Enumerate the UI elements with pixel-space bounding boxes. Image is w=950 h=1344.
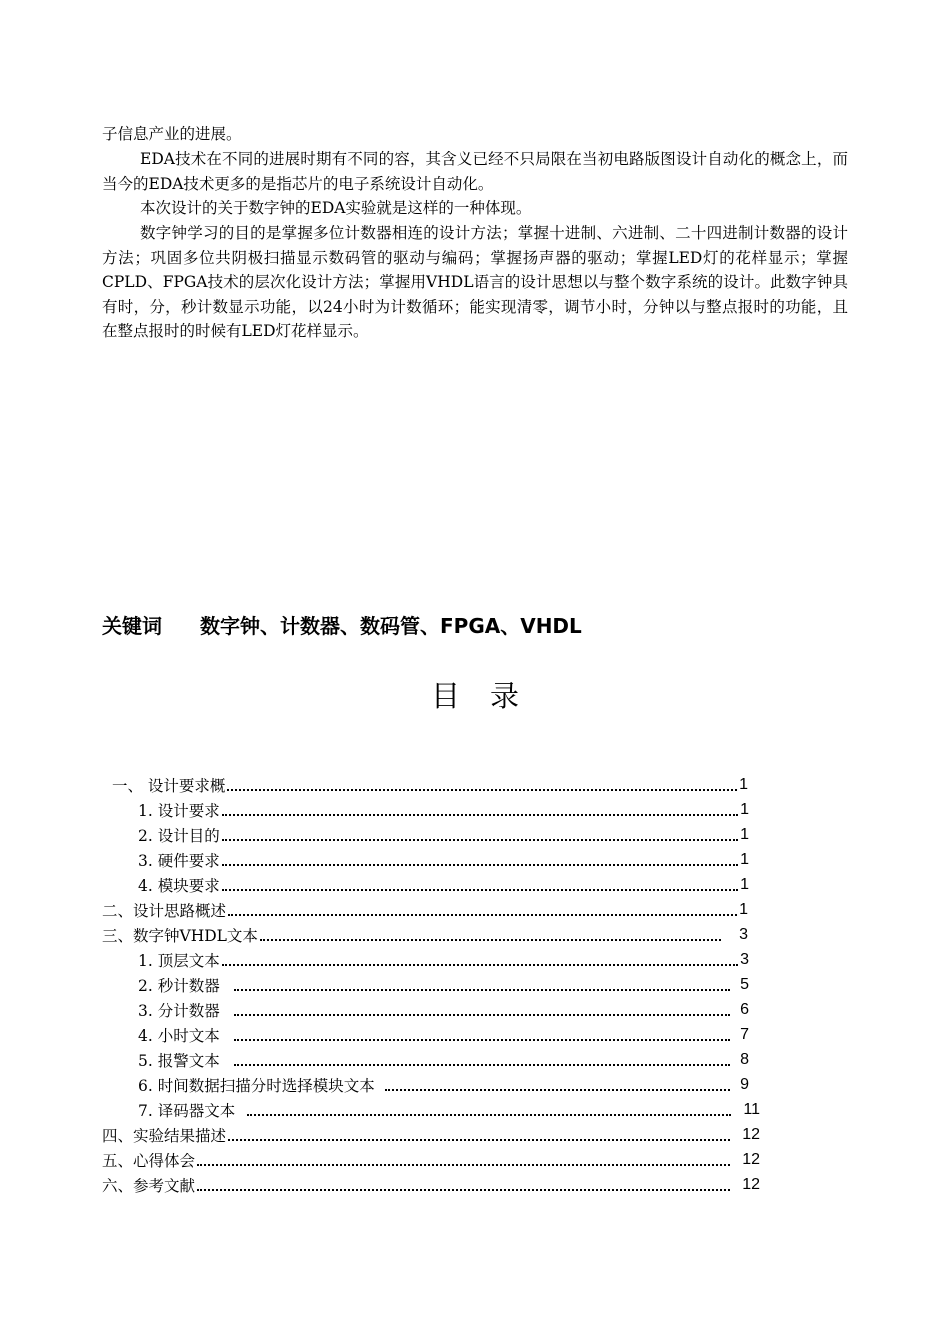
toc-entry-page: 6 [740, 1000, 749, 1018]
toc-entry-page: 1 [739, 775, 748, 793]
toc-entry-page: 5 [740, 975, 749, 993]
toc-entry-page: 3 [739, 925, 748, 943]
toc-entry[interactable] [138, 822, 749, 847]
toc-title: 目录 [430, 679, 549, 713]
toc-leader-dots [234, 1000, 730, 1016]
keywords-label: 关键词 [102, 614, 162, 638]
toc-leader-dots [234, 1025, 730, 1041]
toc-entry-page: 12 [742, 1175, 760, 1193]
toc-entry[interactable] [102, 1122, 760, 1147]
toc-entry-page: 1 [740, 825, 749, 843]
toc-leader-dots [222, 850, 738, 866]
toc-leader-dots [228, 1125, 730, 1141]
toc-entry-page: 9 [740, 1075, 749, 1093]
toc-entry-label: 2. 设计目的 [138, 826, 220, 845]
toc-entry[interactable] [102, 897, 748, 922]
toc-entry-label: 一、 设计要求概 [112, 776, 226, 795]
toc-leader-dots [227, 775, 737, 791]
toc-leader-dots [385, 1075, 730, 1091]
toc-entry-label: 3. 分计数器 [138, 1001, 220, 1020]
toc-entry[interactable] [102, 1172, 760, 1197]
toc-entry[interactable] [112, 772, 748, 797]
toc-entry-page: 8 [740, 1050, 749, 1068]
toc-leader-dots [197, 1175, 730, 1191]
toc-entry-page: 1 [740, 800, 749, 818]
toc-entry[interactable] [102, 922, 748, 947]
toc-entry-label: 三、数字钟VHDL文本 [102, 926, 258, 945]
toc-leader-dots [222, 950, 738, 966]
toc-entry-page: 12 [742, 1150, 760, 1168]
toc-entry-page: 3 [740, 950, 749, 968]
toc-entry-label: 4. 小时文本 [138, 1026, 220, 1045]
toc-entry[interactable] [138, 872, 749, 897]
toc-entry-label: 1. 设计要求 [138, 801, 220, 820]
toc-entry[interactable] [138, 947, 749, 972]
toc-entry-page: 1 [739, 900, 748, 918]
toc-entry-label: 五、心得体会 [102, 1151, 196, 1170]
toc-leader-dots [228, 900, 737, 916]
toc-entry[interactable] [138, 1022, 749, 1047]
toc-leader-dots [222, 800, 738, 816]
toc-entry-label: 3. 硬件要求 [138, 851, 220, 870]
toc-entry-label: 二、设计思路概述 [102, 901, 227, 920]
toc-leader-dots [197, 1150, 730, 1166]
toc-entry-page: 7 [740, 1025, 749, 1043]
toc-entry-page: 1 [740, 850, 749, 868]
toc-entry[interactable] [138, 847, 749, 872]
toc-leader-dots [234, 1050, 730, 1066]
toc-entry-label: 1. 顶层文本 [138, 951, 220, 970]
toc-entry[interactable] [138, 997, 749, 1022]
toc-entry[interactable] [138, 1097, 760, 1122]
toc-entry[interactable] [138, 1072, 749, 1097]
toc-entry[interactable] [138, 1047, 749, 1072]
toc-entry-label: 2. 秒计数器 [138, 976, 220, 995]
toc-entry-page: 11 [743, 1100, 760, 1118]
keywords-value: 数字钟、计数器、数码管、FPGA、VHDL [200, 614, 582, 638]
toc-entry-label: 六、参考文献 [102, 1176, 196, 1195]
toc-entry-page: 12 [742, 1125, 760, 1143]
toc-entry[interactable] [138, 797, 749, 822]
toc-entry-label: 4. 模块要求 [138, 876, 220, 895]
toc-entry[interactable] [102, 1147, 760, 1172]
toc-leader-dots [222, 875, 738, 891]
toc-leader-dots [247, 1100, 731, 1116]
keywords-line [102, 610, 582, 639]
toc-entry-label: 6. 时间数据扫描分时选择模块文本 [138, 1076, 375, 1095]
body-paragraph-2: EDA技术在不同的进展时期有不同的容，其含义已经不只局限在当初电路版图设计自动化的概念上，而当今的EDA技术更多的是指芯片的电子系统设计自动化。 [102, 150, 848, 193]
toc-entry-page: 1 [740, 875, 749, 893]
body-paragraph-1: 子信息产业的进展。 [102, 125, 242, 143]
toc-leader-dots [234, 975, 730, 991]
toc-leader-dots [222, 825, 738, 841]
body-paragraph-4: 数字钟学习的目的是掌握多位计数器相连的设计方法；掌握十进制、六进制、二十四进制计数器的设计方法；巩固多位共阴极扫描显示数码管的驱动与编码；掌握扬声器的驱动；掌握LED灯的花样显示；掌握CPLD、FPGA技术的层次化设计方法；掌握用VHDL语言的设计思想以与整个数字系统的设计。此数字钟具有时，分，秒计数显示功能，以24小时为计数循环；能实现清零，调节小时，分钟以与整点报时的功能，且在整点报时的时候有LED灯花样显示。 [102, 224, 848, 340]
toc-entry-label: 7. 译码器文本 [138, 1101, 236, 1120]
toc-entry-label: 5. 报警文本 [138, 1051, 220, 1070]
body-paragraph-3: 本次设计的关于数字钟的EDA实验就是这样的一种体现。 [140, 199, 532, 217]
toc-entry[interactable] [138, 972, 749, 997]
toc-leader-dots [260, 925, 721, 941]
toc-entry-label: 四、实验结果描述 [102, 1126, 227, 1145]
